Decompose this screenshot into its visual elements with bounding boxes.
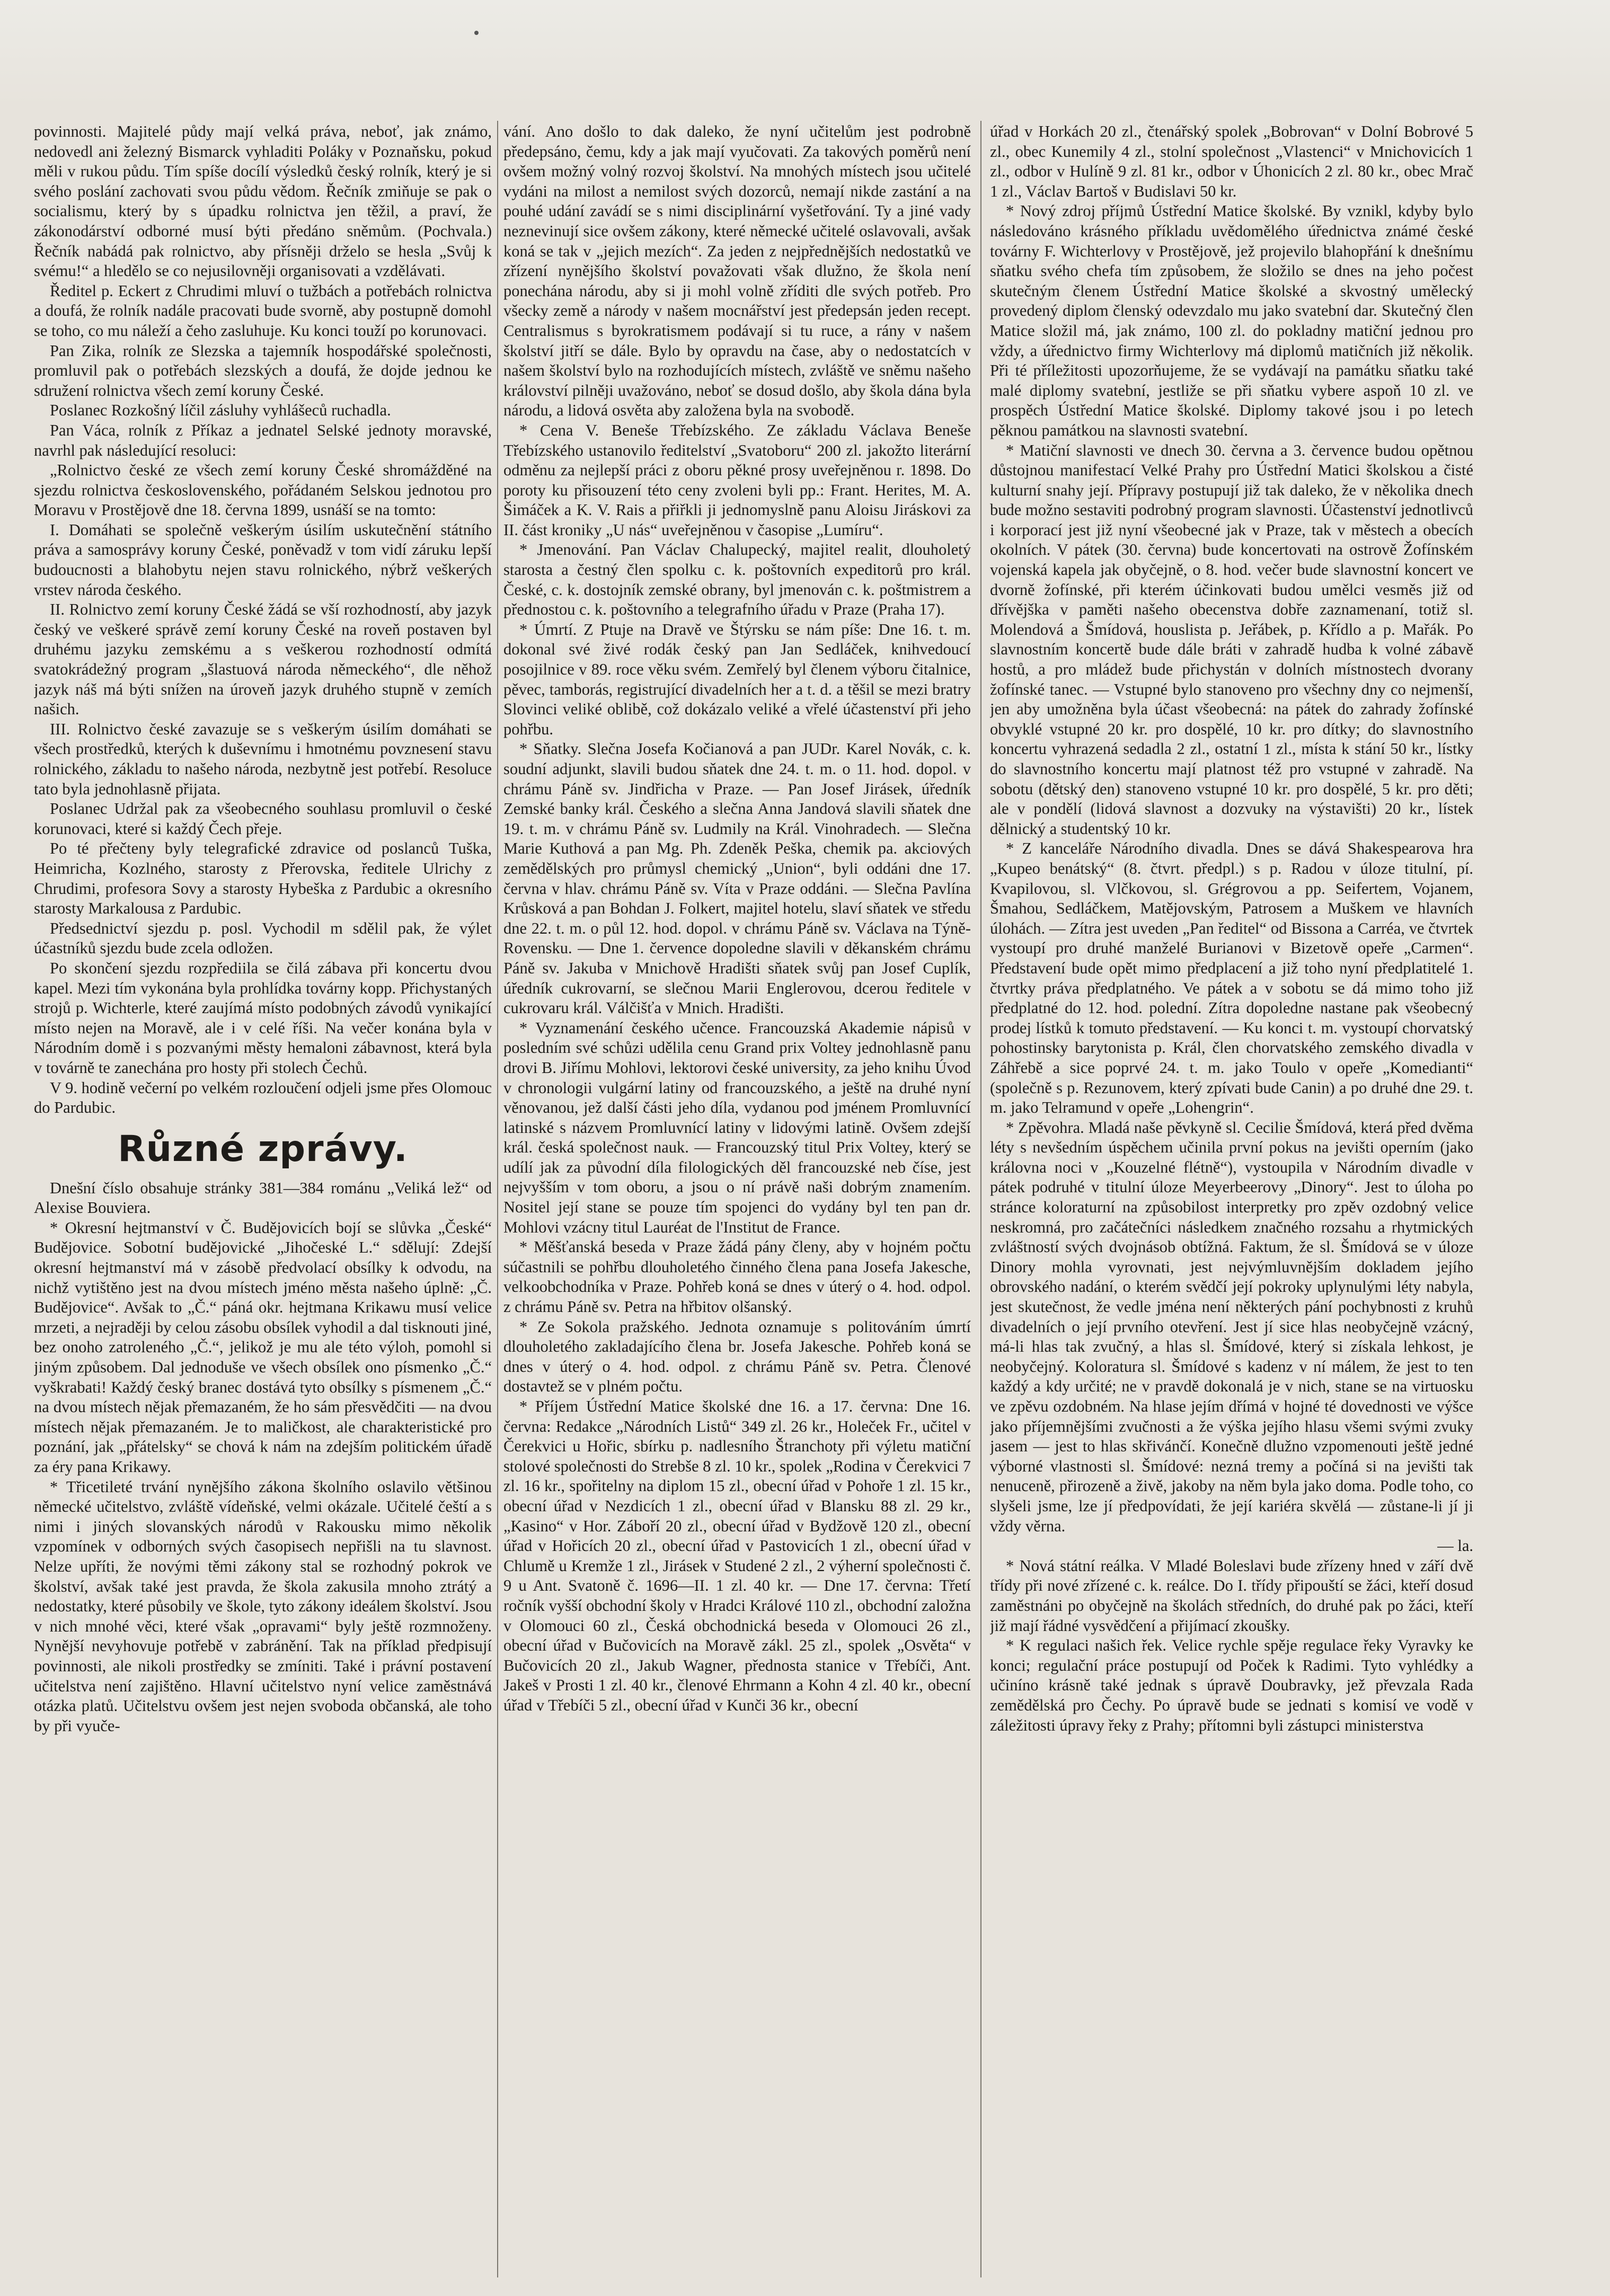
article-paragraph: V 9. hodině večerní po velkém rozloučení odjeli jsme přes Olomouc do Pardubic. <box>34 1078 492 1117</box>
article-paragraph: Dnešní číslo obsahuje stránky 381—384 románu „Veliká lež“ od Alexise Bouviera. <box>34 1178 492 1217</box>
article-paragraph: úřad v Horkách 20 zl., čtenářský spolek „Bobrovan“ v Dolní Bobrové 5 zl., obec Kunemily 4 zl., stolní společnost „Vlastenci“ v Mnichovicích 1 zl., odbor v Hulíně 9 zl. 81 kr., odbor v Úhonicích 2 zl. 80 kr., obec Mrač 1 zl., Václav Bartoš v Budislavi 50 kr. <box>990 122 1473 200</box>
article-paragraph: Poslanec Rozkošný líčil zásluhy vyhlášeců ruchadla. <box>50 401 391 420</box>
article-paragraph: * Třicetileté trvání nynějšího zákona školního oslavilo většinou německé učitelstvo, zvláště vídeňské, velmi okázale. Učitelé čeští a s nimi i jiných slovanských národů v Rakousku mimo několik vzpomínek v odborných svých časopisech nepřišli na tu slavnost. Nelze upříti, že novými těmi zákony stal se rozhodný pokrok ve školství, avšak také jest pravda, že škola zakusila mnoho ztrátý a nedostatky, které působily ve škole, tyto zákony ideálem školství. Jsou v nich mnohé věci, které však „opravami“ byly ještě rozmnoženy. Nynější nevyhovuje potřebě v zabránění. Tak na příklad předpisují povinnosti, ale nikoli prostředky se zmíniti. Také i právní postavení učitelstva není zajištěno. Hlavní učitelstvo nyní velice zaměstnává otázka platů. Učitelstvu ovšem jest nejen svoboda občanská, ale toho by při vyuče- <box>34 1477 492 1735</box>
page-speck <box>474 31 479 35</box>
section-heading: Různé zprávy. <box>118 1128 408 1170</box>
article-paragraph: * Cena V. Beneše Třebízského. Ze základu Václava Beneše Třebízského ustanovilo ředitelství „Svatoboru“ 200 zl. jakožto literární odměnu za nejlepší práci z oboru pěkné prosy uveřejněnou r. 1898. Do poroty ku přisouzení této ceny zvoleni byli pp.: Frant. Herites, M. A. Šimáček a K. V. Rais a přiřkli ji jednomyslně panu Aloisu Jiráskovi za II. část kroniky „U nás“ uveřejněnou v časopise „Lumíru“. <box>503 421 971 539</box>
article-paragraph: III. Rolnictvo české zavazuje se s veškerým úsilím domáhati se všech prostředků, kterých k duševnímu i hmotnému povznesení stavu rolnického, základu to našeho národa, nezbytně jest potřebí. Resoluce tato byla jednohlasně přijata. <box>34 720 492 798</box>
article-paragraph: * Měšťanská beseda v Praze žádá pány členy, aby v hojném počtu súčastnili se pohřbu dlouholetého činného člena pana Josefa Jakesche, velkoobchodníka v Praze. Pohřeb koná se dnes v úterý o 4. hod. odpol. z chrámu Páně sv. Petra na hřbitov olšanský. <box>503 1238 971 1316</box>
article-paragraph: II. Rolnictvo zemí koruny České žádá se vší rozhodností, aby jazyk český ve veškeré správě zemí koruny České na roveň postaven byl druhému jazyku zemskému a s veškerou rozhodností odmítá svatokrádežný program „šlastuová národa německého“, dle něhož jazyk náš má býti snížen na úroveň jazyk druhého stupně v zemích našich. <box>34 600 492 719</box>
column-divider-2 <box>980 121 981 2277</box>
article-paragraph: Po skončení sjezdu rozpřediila se čilá zábava při koncertu dvou kapel. Mezi tím vykonána byla prohlídka továrny kopp. Přichystaných strojů p. Wichterle, které zaujímá místo podobných závodů vynikající místo nejen na Moravě, ale i v celé říši. Na večer konána byla v Národním domě i s pozvanými městy hemaloni zábavnost, která byla v továrně te zanechána pro hosty při stolech Čechů. <box>34 959 492 1077</box>
article-paragraph: * Vyznamenání českého učence. Francouzská Akademie nápisů v posledním své schůzi udělila cenu Grand prix Voltey jednohlasně panu drovi B. Jiřímu Mohlovi, lektorovi české university, za jeho knihu Úvod v chronologii vulgární latiny od francouzského, a ještě na druhé nyní věnovanou, jež další části jeho díla, vydanou pod jménem Promluvnící latinské s názvem Promluvnící latiny v lidovými latině. Ovšem zdejší král. česká společnost nauk. — Francouzský titul Prix Voltey, který se udílí jak za původní díla filologických děl francouzské neb číse, jest nejvyšším v tom oboru, a jsou o ní právě naši dobrým znamením. Nositel její stane se pouze tím spojenci do vydány byl ten pan dr. Mohlovi vzácny titul Lauréat de l'Institut de France. <box>503 1018 971 1236</box>
article-paragraph: I. Domáhati se společně veškerým úsilím uskutečnění státního práva a samosprávy koruny České, poněvadž v tom vidí záruku lepší budoucnosti a blahobytu nejen stavu rolnického, nýbrž veškerých vrstev národa českého. <box>34 520 492 599</box>
text-column-2 <box>503 122 971 2273</box>
text-column-1 <box>34 122 492 2273</box>
article-paragraph: * K regulaci našich řek. Velice rychle spěje regulace řeky Vyravky ke konci; regulační práce postupují od Poček k Radimi. Tyto vyhlédky a učiníno krásně také jednak s úpravě Doubravky, jež převzala Rada zemědělská pro Čechy. Po úpravě bude se jednati s komisí ve vodě v záležitosti úpravy řeky z Prahy; přítomni byli zástupci ministerstva <box>990 1636 1473 1734</box>
article-paragraph: * Nová státní reálka. V Mladé Boleslavi bude zřízeny hned v září dvě třídy při nové zřízené c. k. reálce. Do I. třídy připouští se žáci, kteří dosud zaměstnáni po obyčejně na školách středních, do druhé pak po žáci, kteří již mají řádné vysvědčení a přijímací zkoušky. <box>990 1556 1473 1635</box>
article-paragraph: Pan Zika, rolník ze Slezska a tajemník hospodářské společnosti, promluvil pak o potřebách slezských a doufá, že dojde jednou ke sdružení rolnictva všech zemí koruny České. <box>34 341 492 400</box>
article-paragraph: * Zpěvohra. Mladá naše pěvkyně sl. Cecilie Šmídová, která před dvěma léty s nevšedním úspěchem učinila první pokus na jevišti operním (jako královna noci v „Kouzelné flétně“), vystoupila v Národním divadle v pátek podruhé v titulní úloze Meyerbeerovy „Dinory“. Jest to úloha po stránce koloraturní na způsobilost interpretky pro zpěv ozdobný velice neskromná, pro začátečníci následkem značného rozsahu a rhytmických zvláštností svých dvojnásob obtížná. Faktum, že sl. Šmídová se v úloze Dinory mohla vyrovnati, jest nejvýmluvnějším dokladem jejího obrovského nadání, o kterém svědčí její pokroky uplynulými léty nabyla, jest skutečnost, že vedle jména není některých pání pochybnosti z kruhů divadelních o její prvního otevření. Jest jí sice hlas neobyčejně vzácný, má-li hlas tak zvučný, a hlas sl. Šmídové, který si získala lehkost, je neobyčejný. Koloratura sl. Šmídové s kadenz v ní málem, že jest to ten každý a kdy určité; ne v pravdě dokonalá je v nich, stane se na virtuosku ve zpěvu ozdobném. Na hlase jejím dřímá v hojné té dovednosti ve výšce jako příjemnějšími zvučnosti a že výška jejího hlasu všemi svými zvuky jasem — jest to hlas skřivánčí. Konečně dlužno vzpomenouti ještě jedné výborné vlastnosti sl. Šmídové: nezná tremy a počíná si na jevišti tak nenuceně, přirozeně a živě, jakoby na něm byla jako doma. Podle toho, co slyšeli jsme, lze jí předpovídati, že její kariéra skvělá — zůstane-li jí ji vždy věrna. <box>990 1118 1473 1535</box>
article-paragraph: * Nový zdroj příjmů Ústřední Matice školské. By vznikl, kdyby bylo následováno krásného příkladu uvědomělého úřednictva známé české továrny F. Wichterlovy v Prostějově, jež projevilo blahopřání k dnešnímu sňatku svého chefa tím způsobem, že složilo se dnes na jeho počest skutečným členem Ústřední Matice školské a skvostný umělecký provedený diplom členský odevzdalo mu jako svatební dar. Skutečný člen Matice složil má, jak známo, 100 zl. do pokladny matiční jednou pro vždy, a úřednictvo firmy Wichterlovy má diplomů matičních již několik. Při té příležitosti upozorňujeme, že se vydávají na památku sňatku také malé diplomy svatební, jestliže se při sňatku vybere aspoň 10 zl. ve prospěch Ústřední Matice školské. Diplomy takové jsou i po letech pěknou památkou na slavnosti svatební. <box>990 202 1473 439</box>
article-paragraph: * Úmrtí. Z Ptuje na Dravě ve Štýrsku se nám píše: Dne 16. t. m. dokonal své živé rodák český pan Jan Sedláček, knihvedoucí posojilnice v 89. roce věku svém. Zemřelý byl členem výboru čitalnice, pěvec, tamborás, registrující divadelních her a t. d. a těšil se mezi bratry Slovinci veliké oblibě, což dokázalo veliké a vřelé účastenství při jeho pohřbu. <box>503 620 971 738</box>
text-column-3 <box>990 122 1473 2273</box>
article-paragraph: * Jmenování. Pan Václav Chalupecký, majitel realit, dlouholetý starosta a čestný člen spolku c. k. poštovních expeditorů pro král. České, c. k. dostojník zemské obrany, byl jmenován c. k. poštmistrem a přednostou c. k. poštovního a telegrafního úřadu v Praze (Praha 17). <box>503 540 971 619</box>
article-paragraph: „Rolnictvo české ze všech zemí koruny České shromážděné na sjezdu rolnictva československého, pořádaném Selskou jednotou pro Moravu v Prostějově dne 18. června 1899, usnáší se na tomto: <box>34 461 492 519</box>
article-paragraph: * Z kanceláře Národního divadla. Dnes se dává Shakespearova hra „Kupeo benátský“ (8. čtvrt. předpl.) s p. Radou v úloze titulní, pí. Kvapilovou, sl. Vlčkovou, sl. Grégrovou a pp. Seifertem, Vojanem, Šmahou, Sedláčkem, Matějovským, Patrosem a Muškem ve hlavních úlohách. — Zítra jest uveden „Pan ředitel“ od Bissona a Carréa, ve čtvrtek vystoupí pro druhé manželé Burianovi v Bizetově opeře „Carmen“. Představení bude opět mimo předplacení a již toho nyní předplatitelé 1. čtvrtky práva předplatného. Ve pátek a v sobotu se dá mimo toho již předplatné do 12. hod. polední. Zítra dopoledne nastane pak všeobecný prodej lístků k tomuto představení. — Ku konci t. m. vystoupí chorvatský pohostinsky barytonista p. Král, člen chorvatského zemského divadla v Záhřebě a sice poprvé 24. t. m. jako Toulo v opeře „Komedianti“ (společně s p. Rezunovem, který zpívati bude Canin) a po druhé dne 29. t. m. jako Telramund v opeře „Lohengrin“. <box>990 839 1473 1117</box>
article-paragraph: povinnosti. Majitelé půdy mají velká práva, neboť, jak známo, nedovedl ani železný Bismarck vyhladiti Poláky v Poznaňsku, pokud měli v rukou půdu. Tím spíše docílí výsledků český rolník, který je si svého poslání zachovati svou půdu vědom. Řečník zmiňuje se pak o socialismu, který by s úpadku rolnictva jen těžil, a praví, že zákonodárství odborné musí býti předáno sněmům. (Pochvala.) Řečník nabádá pak rolnictvo, aby přísněji drželo se hesla „Svůj k svému!“ a hledělo se co nejusilovněji organisovati a vzdělávati. <box>34 122 492 280</box>
top-margin <box>0 0 1610 106</box>
article-paragraph: Ředitel p. Eckert z Chrudimi mluví o tužbách a potřebách rolnictva a doufá, že rolník nadále pracovati bude svorně, aby postupně domohl se toho, co mu náleží a čeho zasluhuje. Ku konci touží po korunovaci. <box>34 281 492 340</box>
article-paragraph: * Sňatky. Slečna Josefa Kočianová a pan JUDr. Karel Novák, c. k. soudní adjunkt, slavili budou sňatek dne 24. t. m. o 11. hod. dopol. v chrámu Páně sv. Jindřicha v Praze. — Pan Josef Jirásek, úředník Zemské banky král. Českého a slečna Anna Jandová slavili sňatek dne 19. t. m. v chrámu Páně sv. Ludmily na Král. Vinohradech. — Slečna Marie Kuthová a pan Mg. Ph. Zdeněk Peška, chemik pa. akciových zemědělských pro průmysl chemický „Union“, byli oddáni dne 17. června v hlav. chrámu Páně sv. Víta v Praze oddáni. — Slečna Pavlína Krůsková a pan Bohdan J. Folkert, majitel hotelu, slaví sňatek ve středu dne 22. t. m. o půl 12. hod. dopol. v chrámu Páně sv. Václava na Týně-Rovensku. — Dne 1. července dopoledne slavili v děkanském chrámu Páně sv. Jakuba v Mnichově Hradišti sňatek svůj pan Josef Cuplík, úředník cukrovarní, se slečnou Marii Englerovou, dcerou ředitele v cukrovaru král. Válčišťa v Mnich. Hradišti. <box>503 740 971 1017</box>
article-paragraph: * Ze Sokola pražského. Jednota oznamuje s politováním úmrtí dlouholetého zakladajícího člena br. Josefa Jakesche. Pohřeb koná se dnes v úterý o 4. hod. odpol. z chrámu Páně sv. Petra. Členové dostavtež se v plném počtu. <box>503 1317 971 1396</box>
article-paragraph: * Příjem Ústřední Matice školské dne 16. a 17. června: Dne 16. června: Redakce „Národních Listů“ 349 zl. 26 kr., Holeček Fr., učitel v Čerekvici u Hořic, sbírku p. nadlesního Štranchoty při výletu matiční stolové společnosti do Strebše 8 zl. 10 kr., spolek „Rodina v Čerekvici 7 zl. 16 kr., spořitelny na diplom 15 zl., obecní úřad v Pohoře 1 zl. 15 kr., obecní úřad v Nezdicích 1 zl., obecní úřad v Blansku 88 zl. 29 kr., „Kasino“ v Hor. Záboří 20 zl., obecní úřad v Bydžově 120 zl., obecní úřad v Hořicích 20 zl., obecní úřad v Pastovicích 1 zl., obecní úřad v Chlumě u Kremže 1 zl., Jirásek v Studené 2 zl., 2 výherní společnosti č. 9 u Ant. Svatoně č. 1696—II. 1 zl. 40 kr. — Dne 17. června: Třetí ročník vyšší obchodní školy v Hradci Králové 110 zl., obchodní založna v Olomouci 60 zl., Česká obchodnická beseda v Olomouci 26 zl., obecní úřad v Bučovicích na Moravě zákl. 25 zl., spolek „Osvěta“ v Bučovicích 20 zl., Jakub Wagner, přednosta stanice v Třebíči, Ant. Jakeš v Prosti 1 zl. 40 kr., členové Ehrmann a Kohn 4 zl. 40 kr., obecní úřad v Třebíči 5 zl., obecní úřad v Kunči 36 kr., obecní <box>503 1397 971 1714</box>
article-paragraph: Předsednictví sjezdu p. posl. Vychodil m sdělil pak, že výlet účastníků sjezdu bude zcela odložen. <box>34 919 492 958</box>
article-paragraph: * Matiční slavnosti ve dnech 30. června a 3. července budou opětnou důstojnou manifestací Velké Prahy pro Ústřední Matici školskou a čisté kulturní snahy její. Přípravy postupují již tak daleko, že v několika dnech bude možno sestaviti podrobný program slavnosti. Účastenství jednotlivců i korporací jest již nyní všeobecné jak v Praze, tak v městech a obecích okolních. V pátek (30. června) bude koncertovati na ostrově Žofínském vojenská kapela jak obyčejně, o 8. hod. večer bude slavnostní koncert ve dvorně žofínské, při kterém účinkovati budou umělci vesměs již od dřívějška v paměti našeho obecenstva dobře zaznamenaní, totiž sl. Molendová a Šmídová, houslista p. Jeřábek, p. Křídlo a p. Mařák. Po slavnostním koncertě bude dále bráti v zahradě hudba k volné zábavě hostů, a pro mládež bude přichystán v dolních místnostech dvorany žofínské tanec. — Vstupné bylo stanoveno pro všechny dny co nejmenší, jen aby umožněna byla účast všeobecná: na pátek do zahrady žofínské obvyklé vstupné 20 kr. pro dospělé, 10 kr. pro dítky; do slavnostního koncertu vyhrazená sedadla 2 zl., ostatní 1 zl., místa k stání 50 kr., lístky do slavnostního koncertu mají platnost též pro vstupné v zahradě. Na sobotu (dětský den) stanoveno vstupné 10 kr. pro dospělé, 5 kr. pro děti; ale v pondělí (lidová slavnost a dozvuky na výstavišti) 20 kr., lístek dělnický a studentský 10 kr. <box>990 441 1473 838</box>
article-paragraph: * Okresní hejtmanství v Č. Budějovicích bojí se slůvka „České“ Budějovice. Sobotní budějovické „Jihočeské L.“ sdělují: Zdejší okresní hejtmanství má v zásobě předvolací obsílky k odvodu, na nichž vytištěno jest na dvou místech jméno města našeho úplně: „Č. Budějovice“. Avšak to „Č.“ páná okr. hejtmana Krikawu musí velice mrzeti, a nejraději by celou zásobu obsílek vyhodil a dal tisknouti jiné, bez onoho zatroleného „Č.“, jelikož je mu ale této výloh, pomohl si jiným způsobem. Dal jednoduše ve všech obsílek ono písmenko „Č.“ vyškrabati! Každý český branec dostává tyto obsílky s písmenem „Č.“ na dvou místech nějak přemazaném, že ho sám přesvědčiti — na dvou místech nějak přemazaném. Je to maličkost, ale charakteristické pro poznání, jak „přátelsky“ se chová k nám na zdejším politickém úřadě za éry pana Krikawy. <box>34 1218 492 1476</box>
article-paragraph: Po té přečteny byly telegrafické zdravice od poslanců Tuška, Heimricha, Kozlného, starosty z Přerovska, ředitele Ulrichy z Chrudimi, profesora Sovy a starosty Hybeška z Pardubic a okresního starosty Markalousa z Pardubic. <box>34 839 492 918</box>
article-paragraph: — la. <box>1437 1537 1473 1555</box>
article-paragraph: Poslanec Udržal pak za všeobecného souhlasu promluvil o české korunovaci, které si každý Čech přeje. <box>34 800 492 838</box>
article-paragraph: Pan Váca, rolník z Příkaz a jednatel Selské jednoty moravské, navrhl pak následující resoluci: <box>34 421 492 459</box>
column-divider-1 <box>497 121 498 2277</box>
article-paragraph: vání. Ano došlo to dak daleko, že nyní učitelům jest podrobně předepsáno, čemu, kdy a jak mají vyučovati. Za takových poměrů není ovšem možný volný rozvoj školství. Na mnohých místech jsou učitelé vydáni na milost a nemilost svých dozorců, nemají nikde zastání a na pouhé udání zavádí se s nimi disciplinární vyšetřování. Ty a jiné vady neznevinují sice ovšem zákony, které německé učitelé oslavovali, avšak koná se tak v „jejich mezích“. Za jeden z nejpřednějších nedostatků ve zřízení nynějšího školství považovati však dlužno, že škola není ponechána národu, aby si ji mohl volně zříditi dle svých potřeb. Pro všecky země a národy v našem mocnářství jest předepsán jeden recept. Centralismus s byrokratismem podávají si tu ruce, a rány v našem školství jitří se dále. Bylo by opravdu na čase, aby o nedostatcích v našem školství bylo na rozhodujících místech, zvláště ve sněmu našeho království pilněji uvažováno, neboť se dosud došlo, aby škola dána byla národu, a lidová osvěta aby založena byla na svobodě. <box>503 122 971 420</box>
